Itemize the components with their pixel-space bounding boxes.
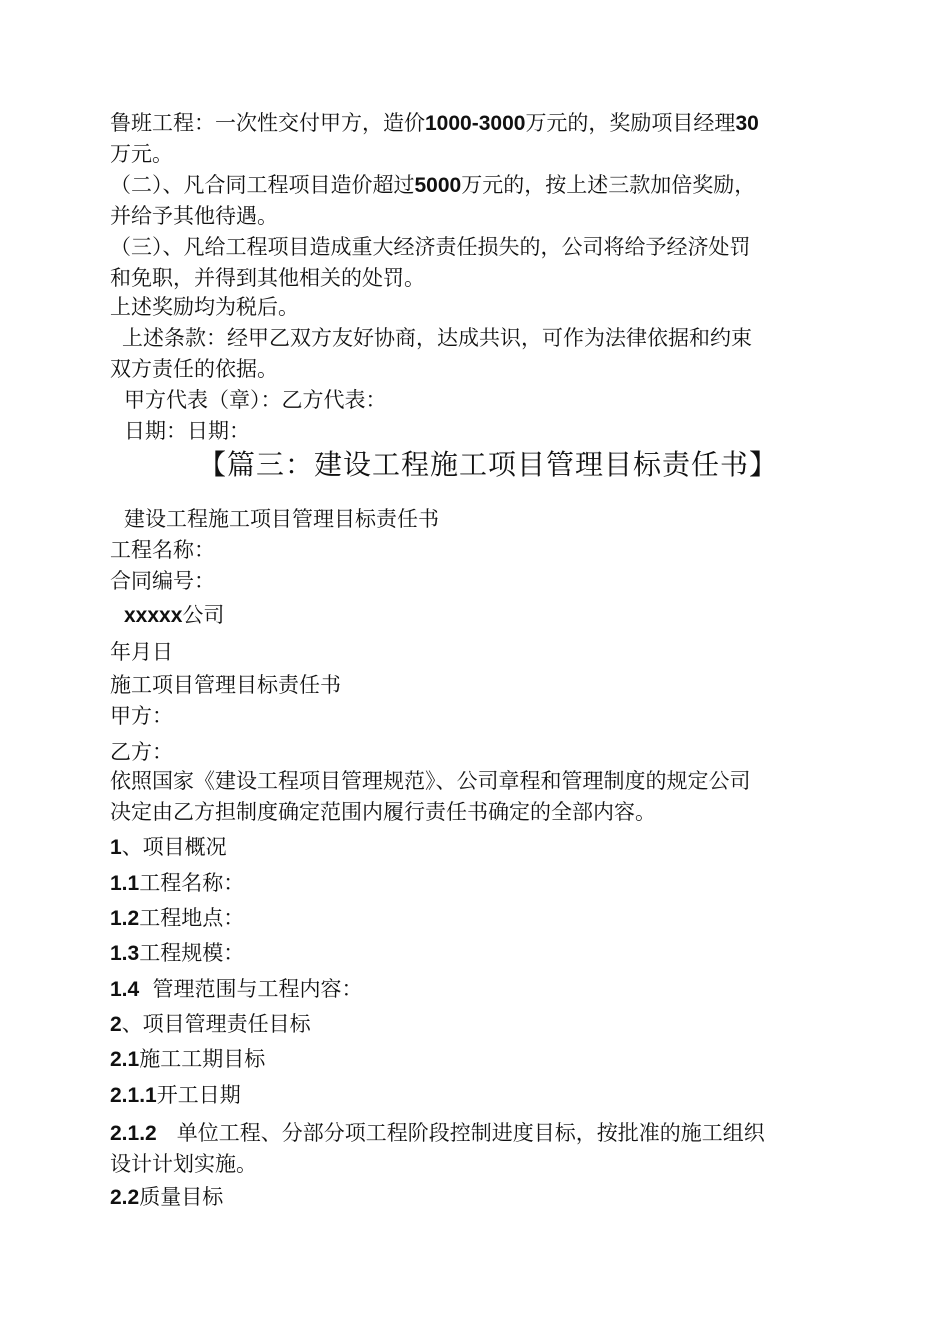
number: 30	[735, 112, 759, 135]
signature-line: 甲方代表（章）：乙方代表：	[124, 388, 387, 412]
project-name-field: 工程名称：	[110, 538, 215, 562]
item-text: 质量目标	[139, 1185, 224, 1209]
item-number: 1.1	[110, 872, 140, 895]
subtitle: 施工项目管理目标责任书	[110, 673, 341, 697]
date-line: 年月日	[110, 640, 173, 664]
list-item	[110, 938, 244, 969]
contract-number-field: 合同编号：	[110, 569, 215, 593]
item-number: 1.3	[110, 942, 140, 965]
item-number: 2.1.1	[110, 1084, 157, 1107]
item-number: 1.4	[110, 978, 140, 1001]
item-text: 单位工程、分部分项工程阶段控制进度目标，按批准的施工组织	[156, 1121, 765, 1145]
paragraph-line: 万元。	[110, 142, 173, 166]
paragraph-line	[110, 170, 755, 201]
item-text: 工程规模：	[139, 941, 245, 965]
date-line: 日期：日期：	[124, 419, 250, 443]
text: 万元的，奖励项目经理	[525, 111, 736, 135]
item-number: 2.1.2	[110, 1122, 157, 1145]
list-item	[110, 903, 244, 934]
item-text: 施工工期目标	[139, 1047, 266, 1071]
list-item	[110, 1009, 311, 1040]
text: 公司	[182, 603, 225, 627]
list-item	[110, 868, 244, 899]
number: xxxxx	[124, 604, 183, 627]
item-number: 2.1	[110, 1048, 140, 1071]
party-b-field: 乙方：	[110, 740, 173, 764]
company-line	[124, 600, 224, 631]
paragraph-line	[110, 108, 759, 139]
party-a-field: 甲方：	[110, 704, 173, 728]
paragraph-line: 上述条款：经甲乙双方友好协商，达成共识，可作为法律依据和约束	[122, 326, 752, 350]
item-text: 开工日期	[156, 1083, 241, 1107]
list-item	[110, 974, 363, 1005]
list-item	[110, 1118, 765, 1149]
text: 万元的，按上述三款加倍奖励，	[461, 173, 756, 197]
paragraph-line: 双方责任的依据。	[110, 357, 278, 381]
item-text: 、项目管理责任目标	[121, 1012, 311, 1036]
paragraph-line: 依照国家《建设工程项目管理规范》、公司章程和管理制度的规定公司	[110, 769, 751, 793]
number: 5000	[414, 174, 462, 197]
number: 1000-3000	[425, 112, 526, 135]
list-item	[110, 832, 227, 863]
document-title: 建设工程施工项目管理目标责任书	[124, 507, 439, 531]
paragraph-line: 并给予其他待遇。	[110, 204, 278, 228]
item-text: 、项目概况	[121, 835, 227, 859]
paragraph-line: 设计计划实施。	[110, 1152, 257, 1176]
item-number: 2	[110, 1013, 122, 1036]
text: （二）、凡合同工程项目造价超过	[110, 173, 415, 197]
item-number: 1	[110, 836, 122, 859]
paragraph-line: 和免职，并得到其他相关的处罚。	[110, 266, 425, 290]
text: 鲁班工程：一次性交付甲方，造价	[110, 111, 425, 135]
paragraph-line: （三）、凡给工程项目造成重大经济责任损失的，公司将给予经济处罚	[110, 235, 751, 259]
list-item	[110, 1044, 265, 1075]
list-item	[110, 1182, 223, 1213]
item-number: 2.2	[110, 1186, 140, 1209]
section-title: 【篇三：建设工程施工项目管理目标责任书】	[198, 448, 779, 481]
paragraph-line: 上述奖励均为税后。	[110, 295, 299, 319]
item-text: 工程名称：	[139, 871, 245, 895]
item-text: 管理范围与工程内容：	[139, 977, 363, 1001]
item-text: 工程地点：	[139, 906, 245, 930]
paragraph-line: 决定由乙方担制度确定范围内履行责任书确定的全部内容。	[110, 800, 656, 824]
list-item	[110, 1080, 241, 1111]
item-number: 1.2	[110, 907, 140, 930]
